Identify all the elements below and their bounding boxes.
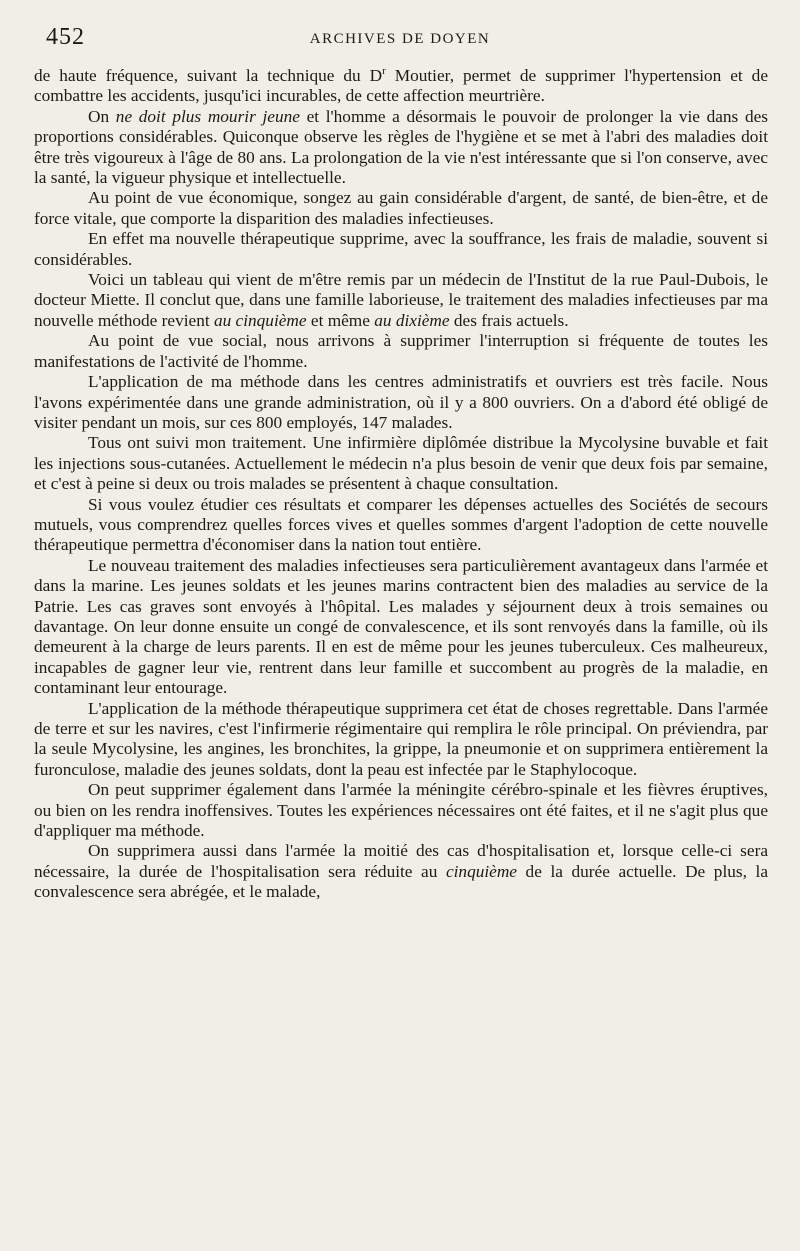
- text-run: et même: [306, 310, 375, 330]
- text-run: de la durée actuelle. De plus, la convalescence sera abrégée, et le malade,: [34, 861, 768, 902]
- text-run: On peut supprimer également dans l'armée la méningite cérébro-spinale et les fièvres éruptives, ou bien on les rendra inoffensives. Toutes les expériences nécessaires ont été faites, et il ne s'agit plus que d'appliquer ma méthode.: [34, 780, 768, 841]
- paragraph: [34, 229, 768, 270]
- text-run: Si vous voulez étudier ces résultats et comparer les dépenses actuelles des Sociétés de secours mutuels, vous comprendrez quelles forces vives et quelles sommes d'argent l'adoption de cette nouvelle thérapeutique permettra d'économiser dans la nation tout entière.: [34, 494, 768, 555]
- italic-text: au dixième: [374, 310, 450, 330]
- paragraph: [34, 188, 768, 229]
- text-run: Tous ont suivi mon traitement. Une infirmière diplômée distribue la Mycolysine buvable et fait les injections sous-cutanées. Actuellement le médecin n'a plus besoin de venir que deux fois par semaine, et c'est à peine si deux ou trois malades se présentent à chaque consultation.: [34, 433, 768, 494]
- italic-text: au cinquième: [213, 310, 307, 330]
- text-run: Au point de vue économique, songez au gain considérable d'argent, de santé, de bien-être, et de force vitale, que comporte la disparition des maladies infectieuses.: [34, 188, 768, 228]
- text-run: des frais actuels.: [449, 310, 569, 330]
- paragraph: [34, 495, 768, 556]
- text-run: et l'homme a désormais le pouvoir de prolonger la vie dans des proportions considérables. Quiconque observe les règles de l'hygiène et se met à l'abri des maladies doit être très vigoureux à l'âge de 80 ans. La prolongation de la vie n'est intéressante que si l'on conserve, avec la santé, la vigueur physique et intellectuelle.: [34, 106, 768, 188]
- paragraph: [34, 107, 768, 189]
- paragraph: [34, 556, 768, 699]
- paragraph: [34, 331, 768, 372]
- paragraph: [34, 780, 768, 841]
- paragraph: [34, 372, 768, 433]
- text-run: de haute fréquence, suivant la technique du D: [34, 66, 383, 85]
- page-header: [0, 24, 800, 56]
- text-run: L'application de ma méthode dans les centres administratifs et ouvriers est très facile. Nous l'avons expérimentée dans une grande administration, où il y a 800 ouvriers. On a d'abord été obligé de visiter pendant un mois, sur ces 800 employés, 147 malades.: [34, 372, 768, 432]
- page-number: 452: [46, 24, 85, 50]
- paragraph: [34, 433, 768, 494]
- text-run: L'application de la méthode thérapeutique supprimera cet état de choses regrettable. Dans l'armée de terre et sur les navires, c'est l'infirmerie régimentaire qui remplira le rôle principal. On préviendra, par la seule Mycolysine, les angines, les bronchites, la grippe, la pneumonie et on supprimera entièrement la furonculose, maladie des jeunes soldats, dont la peau est infectée par le Staphylocoque.: [34, 698, 768, 779]
- italic-text: ne doit plus mourir jeune: [115, 106, 300, 126]
- text-run: Au point de vue social, nous arrivons à supprimer l'interruption si fréquente de toutes les manifestations de l'activité de l'homme.: [34, 331, 768, 371]
- text-run: Moutier, permet de supprimer l'hypertension et de combattre les accidents, jusqu'ici incurables, de cette affection meurtrière.: [34, 66, 768, 106]
- running-title: ARCHIVES DE DOYEN: [309, 31, 491, 47]
- paragraph: [34, 270, 768, 331]
- italic-text: cinquième: [445, 861, 517, 881]
- text-run: Le nouveau traitement des maladies infectieuses sera particulièrement avantageux dans l'armée et dans la marine. Les jeunes soldats et les jeunes marins contractent bien des maladies au service de la Patrie. Les cas graves sont envoyés à l'hôpital. Les malades y séjournent deux à trois semaines ou davantage. On leur donne ensuite un congé de convalescence, et ils sont renvoyés dans la famille, où ils demeurent à la charge de leurs parents. Il en est de même pour les jeunes tuberculeux. Ces malheureux, incapables de gagner leur vie, rentrent dans leur famille et succombent au progrès de la maladie, en contaminant leur entourage.: [34, 555, 768, 698]
- paragraph: [34, 699, 768, 781]
- text-run: On: [88, 106, 116, 126]
- body-text: [34, 66, 768, 903]
- superscript-text: r: [382, 65, 386, 78]
- text-run: Voici un tableau qui vient de m'être remis par un médecin de l'Institut de la rue Paul-Dubois, le docteur Miette. Il conclut que, dans une famille laborieuse, le traitement des maladies infectieuses par ma nouvelle méthode revient: [34, 270, 768, 330]
- paragraph: [34, 66, 768, 107]
- text-run: En effet ma nouvelle thérapeutique supprime, avec la souffrance, les frais de maladie, souvent si considérables.: [34, 229, 768, 269]
- paragraph: [34, 841, 768, 902]
- text-run: On supprimera aussi dans l'armée la moitié des cas d'hospitalisation et, lorsque celle-ci sera nécessaire, la durée de l'hospitalisation sera réduite au: [34, 841, 768, 881]
